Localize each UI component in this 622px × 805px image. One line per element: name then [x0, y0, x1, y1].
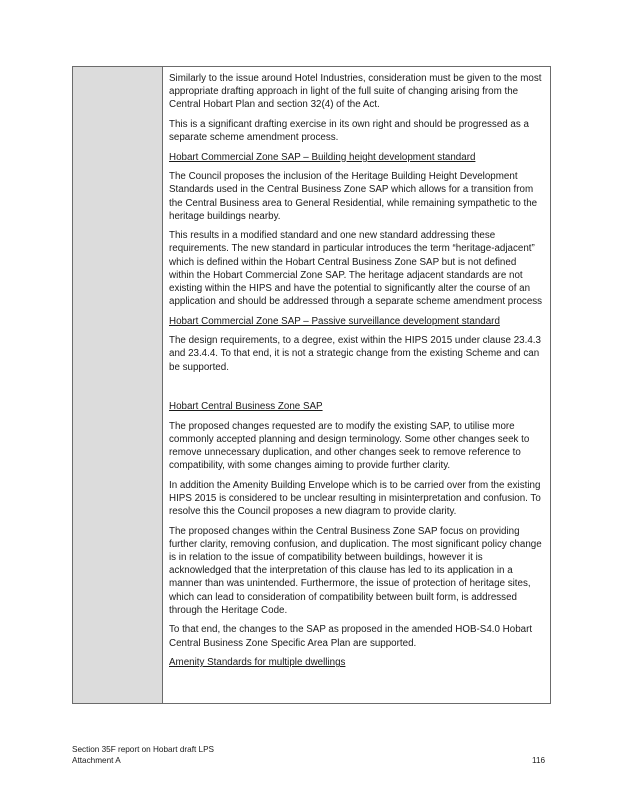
body-paragraph: The design requirements, to a degree, exist within the HIPS 2015 under clause 23.4.3 and 23.4.4. To that end, it is not a strategic change from the existing Scheme and can be supported.	[169, 335, 541, 373]
section-heading: Amenity Standards for multiple dwellings	[169, 657, 346, 669]
page-footer	[72, 744, 214, 766]
section-heading: Hobart Central Business Zone SAP	[169, 401, 323, 413]
table-left-column	[73, 67, 163, 703]
body-paragraph: This is a significant drafting exercise in its own right and should be progressed as a separate scheme amendment process.	[169, 118, 529, 144]
body-paragraph: To that end, the changes to the SAP as proposed in the amended HOB-S4.0 Hobart Central Business Zone Specific Area Plan are supported.	[169, 624, 533, 649]
table-content-column	[163, 67, 550, 703]
body-paragraph: This results in a modified standard and one new standard addressing these requirements. The new standard in particular introduces the term “heritage-adjacent” which is defined within the Hobart Central Business Zone SAP but is not defined within the Hobart Commercial Zone SAP. The heritage adjacent standards are not existing within the HIPS and have the potential to significantly alter the course of an application and should be addressed through a separate scheme amendment process	[169, 230, 543, 308]
section-heading: Hobart Commercial Zone SAP – Passive surveillance development standard	[169, 315, 500, 327]
paragraph-spacer	[169, 380, 544, 400]
body-paragraph: The proposed changes within the Central Business Zone SAP focus on providing further clarity, removing confusion, and duplication. The most significant policy change is in relation to the issue of compatibility between buildings, however it is acknowledged that the interpretation of this clause has led to its application in a manner than was unintended. Furthermore, the issue of protection of heritage sites, which can lead to consideration of compatibility between built form, is addressed through the Heritage Code.	[169, 525, 542, 616]
content-table	[72, 66, 551, 704]
body-paragraph: The Council proposes the inclusion of the Heritage Building Height Development Standards used in the Central Business Zone SAP which allows for a transition from the Central Business area to General Residential, while remaining sympathetic to the heritage buildings nearby.	[169, 171, 538, 222]
body-paragraph: Similarly to the issue around Hotel Industries, consideration must be given to the most appropriate drafting approach in light of the full suite of changing arising from the Central Hobart Plan and section 32(4) of the Act.	[169, 73, 542, 111]
body-paragraph: The proposed changes requested are to modify the existing SAP, to utilise more commonly accepted planning and design terminology. Some other changes seek to remove unnecessary duplication, and other changes seek to remove reference to compatibility, with some changes aiming to provide further clarity.	[169, 420, 530, 472]
footer-attachment-label: Attachment A	[72, 756, 121, 765]
body-paragraph: In addition the Amenity Building Envelope which is to be carried over from the existing HIPS 2015 is considered to be unclear resulting in misinterpretation and confusion. To resolve this the Council proposes a new diagram to provide clarity.	[169, 479, 541, 518]
page-number: 116	[532, 756, 546, 765]
footer-report-title: Section 35F report on Hobart draft LPS	[72, 745, 214, 754]
section-heading: Hobart Commercial Zone SAP – Building height development standard	[169, 151, 476, 163]
